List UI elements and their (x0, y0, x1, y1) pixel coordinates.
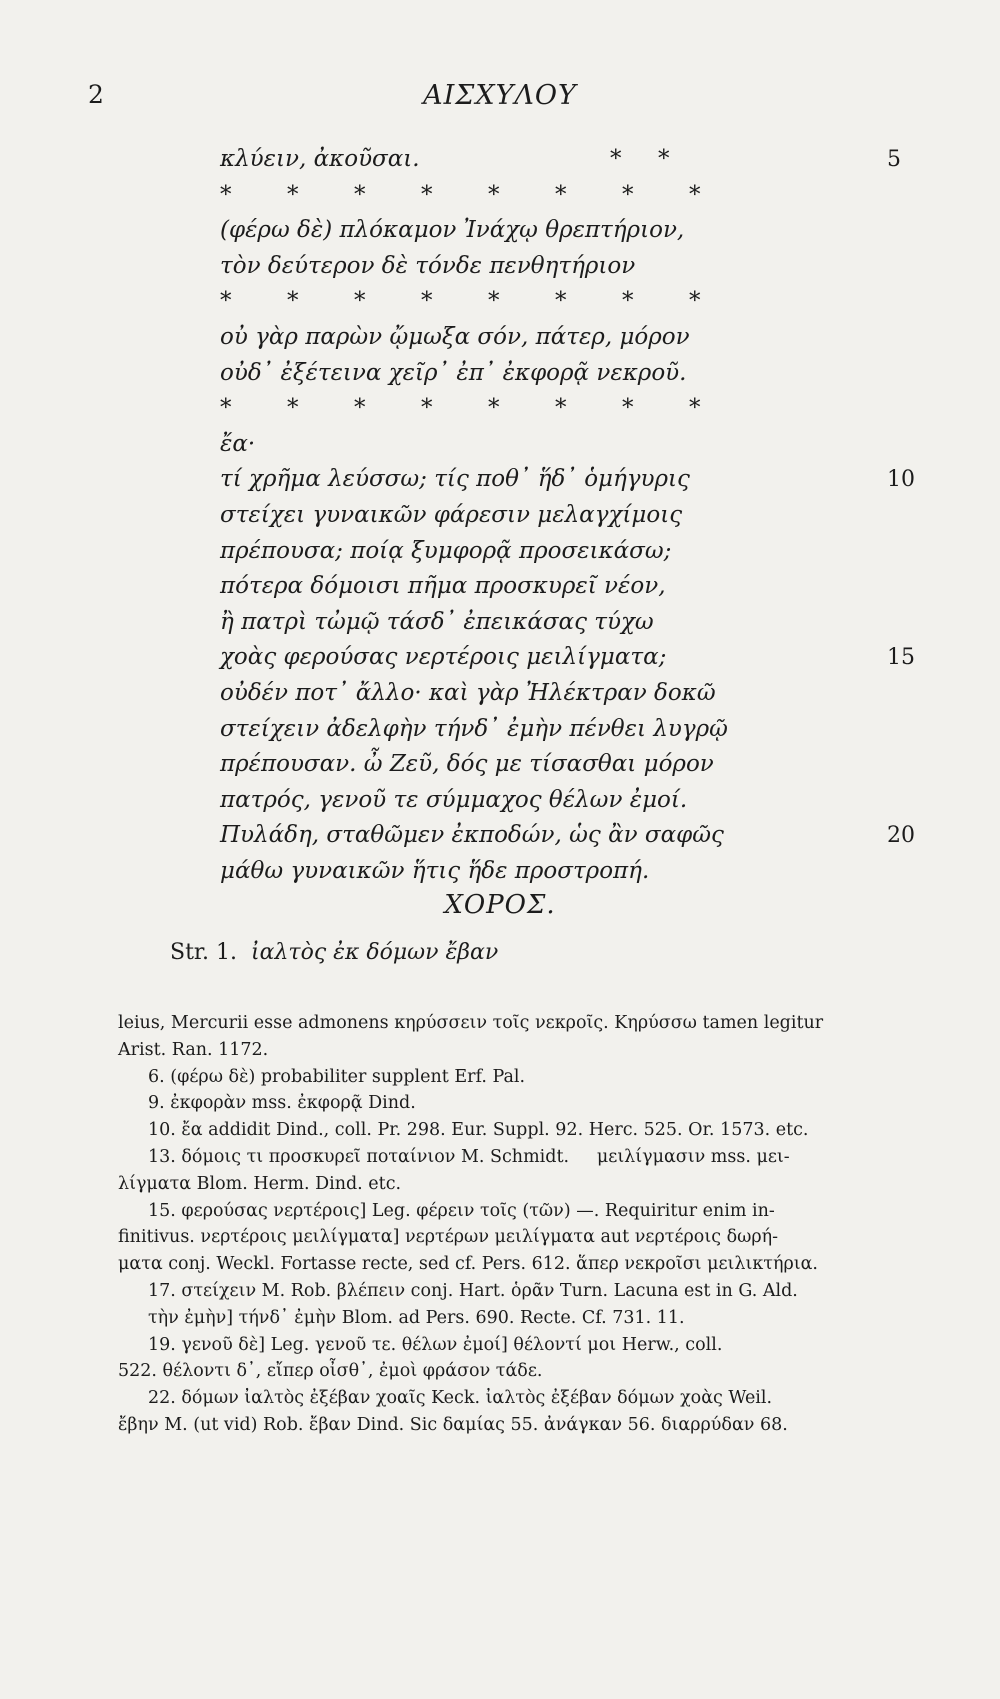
running-title: ΑΙΣΧΥΛΟΥ (423, 80, 577, 111)
apparatus-note-line: Arist. Ran. 1172. (118, 1039, 269, 1060)
verse-text: χοὰς φερούσας νερτέροις μειλίγματα; (220, 644, 667, 671)
asterisk-lacuna-line: * * * * * * * * (220, 395, 701, 422)
page-number: 2 (88, 80, 104, 109)
apparatus-note-line: leius, Mercurii esse admonens κηρύσσειν τοῖς νεκροῖς. Κηρύσσω tamen legitur (118, 1013, 824, 1033)
apparatus-note-line: ἔβην M. (ut vid) Rob. ἔβαν Dind. Sic δαμίας 55. ἀνάγκαν 56. διαρρύδαν 68. (118, 1414, 788, 1435)
line-number: 10 (887, 467, 915, 493)
verse-text: Πυλάδη, σταθῶμεν ἐκποδών, ὡς ἂν σαφῶς (220, 822, 724, 849)
verse-line (220, 605, 920, 641)
strophe-text: ἰαλτὸς ἐκ δόμων ἔβαν (251, 940, 499, 965)
apparatus-note-line: ματα conj. Weckl. Fortasse recte, sed cf. Pers. 612. ἅπερ νεκροῖσι μειλικτήρια. (118, 1254, 818, 1275)
verse-line (220, 142, 920, 178)
apparatus-note-line: 13. δόμοις τι προσκυρεῖ ποταίνιον M. Schmidt. μειλίγμασιν mss. μει- (148, 1146, 790, 1167)
apparatus-note-line: 10. ἔα addidit Dind., coll. Pr. 298. Eur. Suppl. 92. Herc. 525. Or. 1573. etc. (148, 1120, 809, 1141)
verse-text: πατρός, γενοῦ τε σύμμαχος θέλων ἐμοί. (220, 786, 688, 813)
apparatus-note-line: 22. δόμων ἰαλτὸς ἐξέβαν χοαῖς Keck. ἰαλτὸς ἐξέβαν δόμων χοὰς Weil. (148, 1388, 773, 1409)
verse-line (220, 783, 920, 819)
verse-line (220, 818, 920, 854)
verse-block (220, 142, 920, 889)
apparatus-note-line: λίγματα Blom. Herm. Dind. etc. (118, 1173, 402, 1194)
verse-line (220, 427, 920, 463)
apparatus-note-line: 17. στείχειν M. Rob. βλέπειν conj. Hart. ὁρᾶν Turn. Lacuna est in G. Ald. (148, 1280, 798, 1301)
verse-text: στείχει γυναικῶν φάρεσιν μελαγχίμοις (220, 501, 683, 528)
verse-text: (φέρω δὲ) πλόκαμον Ἰνάχῳ θρεπτήριον, (220, 217, 685, 244)
verse-text: πότερα δόμοισι πῆμα προσκυρεῖ νέον, (220, 573, 666, 600)
chorus-heading: ΧΟΡΟΣ. (444, 890, 556, 920)
critical-apparatus (118, 1010, 893, 1439)
strophe-label: Str. 1. (170, 940, 237, 965)
verse-line (220, 498, 920, 534)
strophe-line (170, 940, 498, 965)
verse-text: στείχειν ἀδελφὴν τήνδ᾽ ἐμὴν πένθει λυγρῷ (220, 715, 728, 742)
verse-text: τί χρῆμα λεύσσω; τίς ποθ᾽ ἥδ᾽ ὁμήγυρις (220, 466, 690, 493)
verse-text: κλύειν, ἀκοῦσαι. (220, 146, 420, 172)
verse-text: πρέπουσα; ποίᾳ ξυμφορᾷ προσεικάσω; (220, 537, 672, 564)
apparatus-note-line: τὴν ἐμὴν] τήνδ᾽ ἐμὴν Blom. ad Pers. 690. Recte. Cf. 731. 11. (148, 1307, 685, 1328)
line-number: 20 (887, 823, 915, 849)
verse-text: οὐ γὰρ παρὼν ᾤμωξα σόν, πάτερ, μόρον (220, 323, 690, 350)
apparatus-note-line: 6. (φέρω δὲ) probabiliter supplent Erf. Pal. (148, 1066, 526, 1087)
verse-text: ἔα· (220, 430, 256, 457)
verse-text: ἢ πατρὶ τὠμῷ τάσδ᾽ ἐπεικάσας τύχω (220, 608, 654, 635)
line-number: 5 (887, 147, 901, 172)
apparatus-note-line: finitivus. νερτέροις μειλίγματα] νερτέρων μειλίγματα aut νερτέροις δωρή- (118, 1227, 779, 1248)
apparatus-note-line: 15. φερούσας νερτέροις] Leg. φέρειν τοῖς (τῶν) —. Requiritur enim in- (148, 1200, 775, 1221)
verse-line (220, 854, 920, 890)
verse-line (220, 676, 920, 712)
line-number: 15 (887, 645, 915, 671)
verse-line (220, 640, 920, 676)
apparatus-note-line: 9. ἐκφορὰν mss. ἐκφορᾷ Dind. (148, 1093, 416, 1114)
verse-line (220, 712, 920, 748)
verse-text: οὐδ᾽ ἐξέτεινα χεῖρ᾽ ἐπ᾽ ἐκφορᾷ νεκροῦ. (220, 359, 687, 386)
verse-asterisks: * * (610, 146, 670, 172)
verse-line (220, 534, 920, 570)
verse-line (220, 569, 920, 605)
verse-line (220, 320, 920, 356)
verse-line (220, 462, 920, 498)
verse-line (220, 249, 920, 285)
verse-text: οὐδέν ποτ᾽ ἄλλο· καὶ γὰρ Ἠλέκτραν δοκῶ (220, 679, 716, 706)
verse-line (220, 747, 920, 783)
verse-line (220, 213, 920, 249)
asterisk-lacuna-line: * * * * * * * * (220, 288, 701, 315)
verse-text: τὸν δεύτερον δὲ τόνδε πενθητήριον (220, 252, 636, 279)
verse-text: μάθω γυναικῶν ἥτις ἥδε προστροπή. (220, 857, 650, 884)
verse-text: πρέπουσαν. ὦ Ζεῦ, δός με τίσασθαι μόρον (220, 751, 714, 778)
apparatus-note-line: 19. γενοῦ δὲ] Leg. γενοῦ τε. θέλων ἐμοί] θέλοντί μοι Herw., coll. (148, 1334, 723, 1355)
running-head (0, 80, 1000, 120)
asterisk-lacuna-line: * * * * * * * * (220, 181, 701, 208)
apparatus-note-line: 522. θέλοντι δ᾽, εἴπερ οἶσθ᾽, ἐμοὶ φράσον τάδε. (118, 1361, 543, 1382)
verse-line (220, 356, 920, 392)
